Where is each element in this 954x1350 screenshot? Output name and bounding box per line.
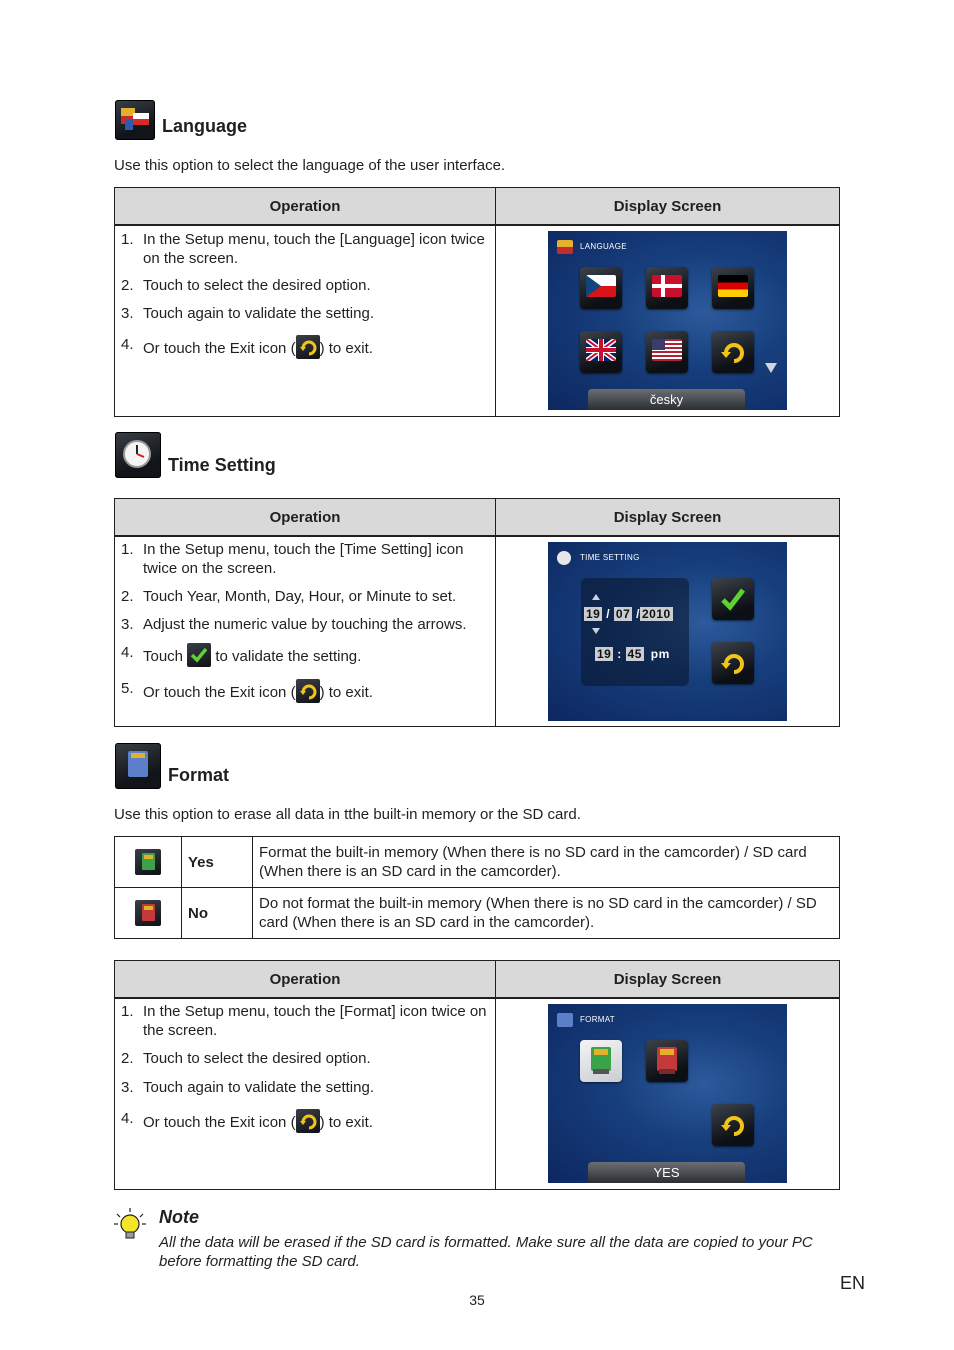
step-item: 4. Or touch the Exit icon ( ) to exit. bbox=[121, 1110, 373, 1131]
step-item: 5. Or touch the Exit icon ( ) to exit. bbox=[121, 680, 373, 701]
german-flag-button[interactable] bbox=[712, 267, 754, 309]
step-item: 2. Touch Year, Month, Day, Hour, or Minute to set. bbox=[121, 588, 457, 605]
time-row bbox=[595, 647, 670, 661]
time-display-screen bbox=[548, 542, 787, 721]
exit-button[interactable] bbox=[712, 331, 754, 373]
sd-card-red-icon bbox=[656, 1046, 678, 1076]
format-no-icon bbox=[135, 900, 161, 926]
language-code: EN bbox=[840, 1273, 866, 1293]
step-item: 2. Touch to select the desired option. bbox=[121, 277, 371, 294]
format-display-screen bbox=[548, 1004, 787, 1183]
format-no-desc: Do not format the built-in memory (When there is no SD card in the camcorder) / SD card (When there is an SD card in the camcorder). bbox=[253, 888, 840, 939]
time-setting-section-icon bbox=[115, 432, 161, 478]
selected-language-label: česky bbox=[588, 389, 745, 410]
language-operation-table bbox=[114, 187, 840, 417]
screen-title: LANGUAGE bbox=[580, 242, 627, 251]
exit-arrow-icon bbox=[720, 650, 746, 676]
hour-field[interactable]: 19 bbox=[597, 647, 612, 661]
format-yes-button[interactable] bbox=[580, 1040, 622, 1082]
display-screen-header: Display Screen bbox=[496, 961, 840, 999]
date-up-arrow-icon[interactable] bbox=[592, 594, 600, 600]
language-steps bbox=[115, 230, 495, 359]
screen-title: FORMAT bbox=[580, 1015, 615, 1024]
format-yes-desc: Format the built-in memory (When there is no SD card in the camcorder) / SD card (When there is an SD card in the camcorder). bbox=[253, 837, 840, 888]
exit-button[interactable] bbox=[712, 642, 754, 684]
czech-flag-icon bbox=[586, 275, 616, 297]
exit-icon bbox=[296, 335, 320, 359]
uk-flag-button[interactable] bbox=[580, 331, 622, 373]
step-item: 3. Adjust the numeric value by touching the arrows. bbox=[121, 616, 467, 633]
step-item: 2. Touch to select the desired option. bbox=[121, 1050, 371, 1067]
time-operation-table bbox=[114, 498, 840, 727]
note-lightbulb-icon bbox=[113, 1207, 147, 1241]
step-item: 4. Touch to validate the setting. bbox=[121, 644, 362, 665]
clock-mini-icon bbox=[557, 551, 571, 565]
note-title: Note bbox=[159, 1207, 199, 1227]
uk-flag-icon bbox=[586, 339, 616, 361]
selected-format-option: YES bbox=[588, 1162, 745, 1183]
date-row bbox=[584, 607, 673, 621]
screen-title: TIME SETTING bbox=[580, 553, 640, 562]
confirm-button[interactable] bbox=[712, 578, 754, 620]
german-flag-icon bbox=[718, 275, 748, 297]
format-options-table bbox=[114, 836, 840, 939]
step-item: 1. In the Setup menu, touch the [Time Setting] icon twice on the screen. bbox=[121, 541, 464, 577]
operation-header: Operation bbox=[115, 188, 496, 226]
format-yes-label: Yes bbox=[182, 837, 253, 888]
display-screen-header: Display Screen bbox=[496, 188, 840, 226]
exit-button[interactable] bbox=[712, 1104, 754, 1146]
date-separator: / bbox=[636, 607, 640, 621]
month-field[interactable]: 07 bbox=[615, 607, 631, 621]
language-display-screen bbox=[548, 231, 787, 410]
step-item: 1. In the Setup menu, touch the [Language] icon twice on the screen. bbox=[121, 231, 485, 267]
format-mini-icon bbox=[557, 1013, 573, 1027]
language-title: Language bbox=[162, 116, 248, 136]
step-item: 1. In the Setup menu, touch the [Format] icon twice on the screen. bbox=[121, 1003, 487, 1039]
language-mini-icon bbox=[557, 240, 573, 254]
ampm-field[interactable]: pm bbox=[650, 647, 670, 661]
format-no-button[interactable] bbox=[646, 1040, 688, 1082]
format-title: Format bbox=[168, 765, 230, 785]
date-down-arrow-icon[interactable] bbox=[592, 628, 600, 634]
czech-flag-button[interactable] bbox=[580, 267, 622, 309]
format-operation-table bbox=[114, 960, 840, 1190]
operation-header: Operation bbox=[115, 499, 496, 537]
step-item: 3. Touch again to validate the setting. bbox=[121, 1079, 374, 1096]
danish-flag-button[interactable] bbox=[646, 267, 688, 309]
check-icon bbox=[720, 586, 746, 612]
format-steps bbox=[115, 1002, 495, 1133]
step-item: 3. Touch again to validate the setting. bbox=[121, 305, 374, 322]
day-field[interactable]: 19 bbox=[586, 607, 601, 621]
exit-icon bbox=[296, 679, 320, 703]
time-steps bbox=[115, 540, 495, 703]
sd-card-green-icon bbox=[590, 1046, 612, 1076]
operation-header: Operation bbox=[115, 961, 496, 999]
display-screen-header: Display Screen bbox=[496, 499, 840, 537]
language-intro: Use this option to select the language of the user interface. bbox=[114, 157, 506, 174]
format-intro: Use this option to erase all data in tthe built-in memory or the SD card. bbox=[114, 806, 581, 823]
language-section-icon bbox=[115, 100, 155, 140]
exit-icon bbox=[296, 1109, 320, 1133]
minute-field[interactable]: 45 bbox=[627, 647, 642, 661]
exit-arrow-icon bbox=[720, 339, 746, 365]
format-no-label: No bbox=[182, 888, 253, 939]
time-setting-title: Time Setting bbox=[168, 455, 276, 475]
us-flag-icon bbox=[652, 339, 682, 361]
exit-arrow-icon bbox=[720, 1112, 746, 1138]
step-item: 4. Or touch the Exit icon ( ) to exit. bbox=[121, 336, 373, 357]
page-number: 35 bbox=[469, 1292, 485, 1308]
date-separator: / bbox=[606, 607, 611, 621]
year-field[interactable]: 2010 bbox=[641, 607, 671, 621]
danish-flag-icon bbox=[652, 275, 682, 297]
format-section-icon bbox=[115, 743, 161, 789]
ok-check-icon bbox=[187, 643, 211, 667]
us-flag-button[interactable] bbox=[646, 331, 688, 373]
format-yes-icon bbox=[135, 849, 161, 875]
time-colon: : bbox=[617, 647, 622, 661]
note-text: All the data will be erased if the SD card is formatted. Make sure all the data are copied to your PC before formatting the SD card. bbox=[159, 1234, 813, 1270]
scroll-down-arrow-icon[interactable] bbox=[764, 362, 778, 374]
